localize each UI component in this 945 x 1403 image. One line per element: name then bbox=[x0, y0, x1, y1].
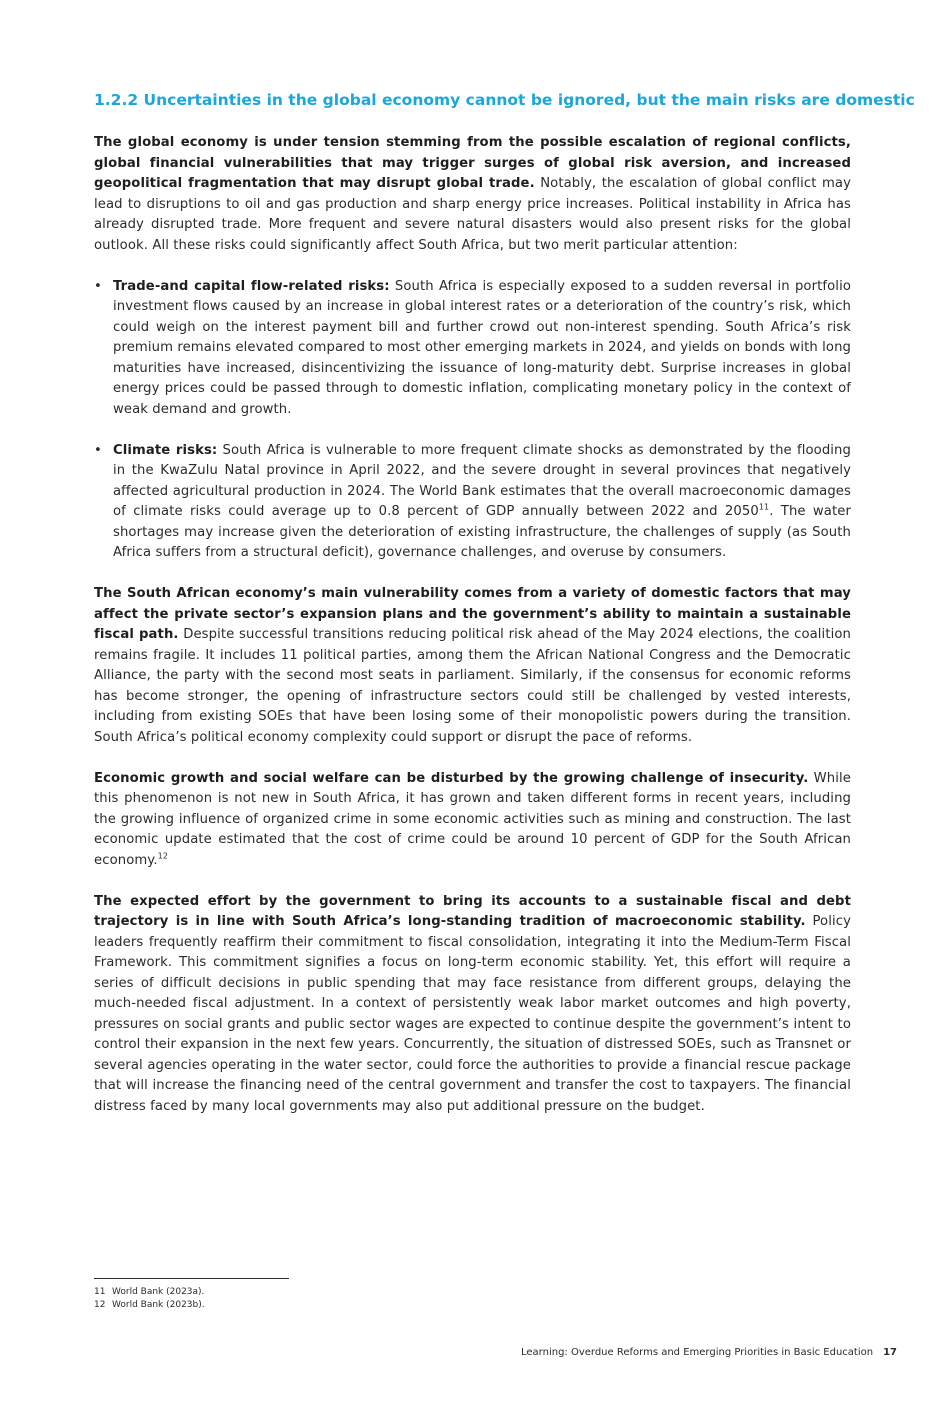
paragraph-global-economy bbox=[94, 133, 851, 256]
page-body bbox=[94, 88, 915, 1138]
footnote-divider bbox=[94, 1278, 289, 1279]
paragraph-lead: Economic growth and social welfare can be disturbed by the growing challenge of insecurity. bbox=[94, 770, 809, 786]
paragraph-lead: The expected effort by the government to bring its accounts to a sustainable fiscal and debt trajectory is in line with South Africa’s long-standing tradition of macroeconomic stability. bbox=[94, 893, 851, 929]
footnote-number: 11 bbox=[94, 1287, 106, 1297]
footnote-number: 12 bbox=[94, 1299, 106, 1310]
section-heading: 1.2.2 Uncertainties in the global economy cannot be ignored, but the main risks are domestic bbox=[94, 91, 915, 109]
footnotes bbox=[94, 1286, 205, 1311]
footnote-item bbox=[94, 1286, 205, 1299]
running-footer bbox=[521, 1347, 897, 1358]
footer-title: Learning: Overdue Reforms and Emerging Priorities in Basic Education bbox=[521, 1347, 874, 1358]
footnote-text: World Bank (2023a). bbox=[112, 1287, 205, 1297]
bullet-body: South Africa is vulnerable to more frequent climate shocks as demonstrated by the flooding in the KwaZulu Natal province in April 2022, and the severe drought in several provinces that negatively affected agricultural production in 2024. The World Bank estimates that the overall macroeconomic damages of climate risks could average up to 0.8 percent of GDP annually between 2022 and 2050 bbox=[113, 442, 851, 519]
bullet-icon: • bbox=[94, 442, 102, 458]
footnote-ref[interactable]: 11 bbox=[758, 502, 770, 512]
bullet-lead: Trade-and capital flow-related risks: bbox=[113, 278, 390, 294]
risk-list bbox=[94, 277, 851, 564]
page-number: 17 bbox=[883, 1347, 897, 1358]
bullet-body-tail: . The water shortages may increase given the deterioration of existing infrastructure, the challenges of supply (as South Africa suffers from a structural deficit), governance challenges, and overuse by consumers. bbox=[113, 504, 851, 560]
paragraph-body: While this phenomenon is not new in South Africa, it has grown and taken different forms in recent years, including the growing influence of organized crime in some economic activities such as mining and construction. The last economic update estimated that the cost of crime could be around 10 percent of GDP for the South African economy. bbox=[94, 770, 851, 868]
footnote-ref[interactable]: 12 bbox=[157, 851, 169, 861]
paragraph-domestic-vulnerability bbox=[94, 584, 851, 748]
list-item-trade-risks bbox=[94, 277, 851, 421]
footnote-item bbox=[94, 1299, 205, 1312]
paragraph-fiscal-effort bbox=[94, 892, 851, 1118]
bullet-icon: • bbox=[94, 278, 102, 294]
bullet-body: South Africa is especially exposed to a sudden reversal in portfolio investment flows caused by an increase in global interest rates or a deterioration of the country’s risk, which could weigh on the interest payment bill and further crowd out non-interest spending. South Africa’s risk premium remains elevated compared to most other emerging markets in 2024, and yields on bonds with long maturities have increased, disincentivizing the issuance of long-maturity debt. Surprise increases in global energy prices could be passed through to domestic inflation, complicating monetary policy in the context of weak demand and growth. bbox=[113, 278, 852, 417]
paragraph-body: Despite successful transitions reducing political risk ahead of the May 2024 elections, the coalition remains fragile. It includes 11 political parties, among them the African National Congress and the Democratic Alliance, the party with the second most seats in parliament. Similarly, if the consensus for economic reforms has become stronger, the opening of infrastructure sectors could still be challenged by vested interests, including from existing SOEs that have been losing some of their monopolistic powers during the transition. South Africa’s political economy complexity could support or disrupt the pace of reforms. bbox=[94, 627, 851, 745]
footnote-text: World Bank (2023b). bbox=[112, 1299, 205, 1310]
paragraph-lead: The global economy is under tension stemming from the possible escalation of regional conflicts, global financial vulnerabilities that may trigger surges of global risk aversion, and increased geopolitical fragmentation that may disrupt global trade. bbox=[94, 135, 851, 191]
list-item-climate-risks bbox=[94, 441, 851, 564]
paragraph-body: Notably, the escalation of global conflict may lead to disruptions to oil and gas production and sharp energy price increases. Political instability in Africa has already disrupted trade. More frequent and severe natural disasters would also present risks for the global outlook. All these risks could significantly affect South Africa, but two merit particular attention: bbox=[94, 176, 851, 253]
paragraph-lead: The South African economy’s main vulnerability comes from a variety of domestic factors that may affect the private sector’s expansion plans and the government’s ability to maintain a sustainable fiscal path. bbox=[94, 586, 851, 642]
paragraph-insecurity bbox=[94, 769, 851, 872]
bullet-lead: Climate risks: bbox=[113, 442, 218, 458]
paragraph-body: Policy leaders frequently reaffirm their commitment to fiscal consolidation, integrating it into the Medium-Term Fiscal Framework. This commitment signifies a focus on long-term economic stability. Yet, this effort will require a series of difficult decisions in public spending that may face resistance from different groups, delaying the much-needed fiscal adjustment. In a context of persistently weak labor market outcomes and high poverty, pressures on social grants and public sector wages are expected to continue despite the government’s intent to control their expansion in the next few years. Concurrently, the situation of distressed SOEs, such as Transnet or several agencies operating in the water sector, could force the authorities to provide a financial rescue package that will increase the financing need of the central government and transfer the cost to taxpayers. The financial distress faced by many local governments may also put additional pressure on the budget. bbox=[94, 914, 852, 1114]
